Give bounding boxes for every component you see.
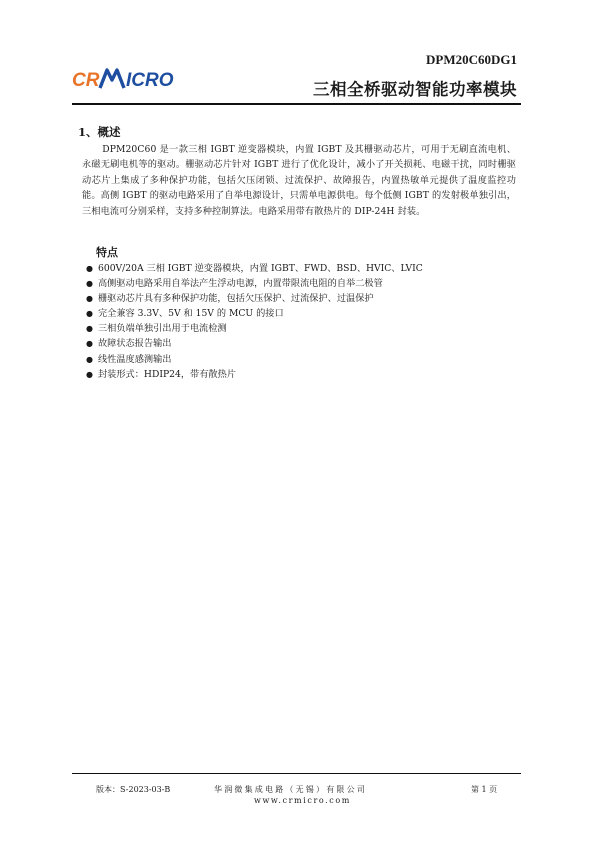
company-website: www.crmicro.com [254,796,351,805]
bullet-icon: ● [86,369,93,379]
features-heading: 特点 [96,246,118,259]
logo-cr-letters: CR [72,70,100,91]
logo-icro-letters: ICRO [126,70,174,91]
company-name: 华润微集成电路（无锡）有限公司 [214,785,367,794]
document-title: 三相全桥驱动智能功率模块 [313,80,517,99]
part-number: DPM20C60DG1 [426,52,517,67]
document-version: 版本：S-2023-03-B [96,785,171,794]
list-item: ● 三相负端单独引出用于电流检测 [86,321,526,336]
bullet-icon: ● [86,339,93,349]
page-number: 第 1 页 [471,785,498,794]
bullet-icon: ● [86,354,93,364]
overview-paragraph: DPM20C60 是一款三相 IGBT 逆变器模块，内置 IGBT 及其栅驱动芯片，可用于无刷直流电机、永磁无刷电机等的驱动。栅驱动芯片针对 IGBT 进行了优化设计，减小了开关损耗、电磁干扰，同时栅驱动芯片上集成了多种保护功能，包括欠压闭锁、过流保护、故障报告，内置热敏单元提供了温度监控功能。高侧 IGBT 的驱动电路采用了自举电源设计，只需单电源供电。每个低侧 IGBT 的发射极单独引出，三相电流可分别采样，支持多种控制算法。电路采用带有散热片的 DIP-24H 封装。 [82,144,516,217]
section-heading: 1、概述 [78,125,121,139]
footer-divider [72,773,521,774]
list-item: ● 栅驱动芯片具有多种保护功能，包括欠压保护、过流保护、过温保护 [86,291,526,306]
bullet-icon: ● [86,324,93,334]
list-item: ● 故障状态报告输出 [86,336,526,351]
list-item: ● 高侧驱动电路采用自举法产生浮动电源，内置带限流电阻的自举二极管 [86,276,526,291]
list-item: ● 封装形式：HDIP24，带有散热片 [86,367,526,382]
bullet-icon: ● [86,309,93,319]
bullet-icon: ● [86,294,93,304]
crmicro-logo [70,64,188,92]
logo-m-mark [100,70,124,88]
list-item: ● 线性温度感测输出 [86,352,526,367]
list-item: ● 600V/20A 三相 IGBT 逆变器模块，内置 IGBT、FWD、BSD、HVIC、LVIC [86,261,526,276]
list-item: ● 完全兼容 3.3V、5V 和 15V 的 MCU 的接口 [86,306,526,321]
bullet-icon: ● [86,264,93,273]
header-divider [72,103,521,105]
bullet-icon: ● [86,279,93,289]
features-list [86,261,526,382]
